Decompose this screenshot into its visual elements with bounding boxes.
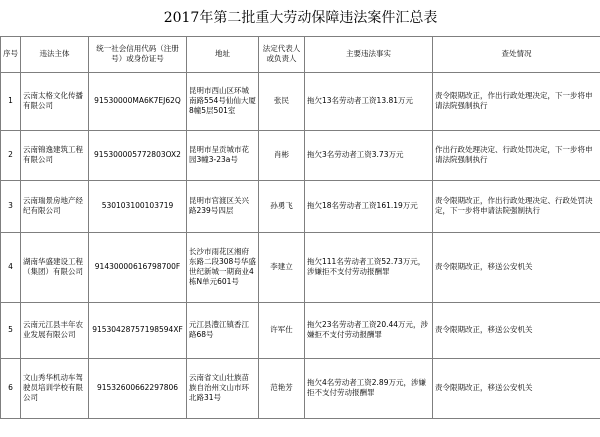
header-seq: 序号 [1, 36, 21, 72]
cell-facts[interactable]: 拖欠18名劳动者工资161.19万元 [305, 180, 433, 232]
title-row [1, 0, 600, 36]
cell-seq[interactable]: 5 [1, 302, 21, 358]
cell-subject[interactable]: 云南元江县丰年农业发展有限公司 [21, 302, 89, 358]
header-address: 地址 [187, 36, 259, 72]
sheet-title: 2017年第二批重大劳动保障违法案件汇总表 [1, 0, 600, 36]
cell-address[interactable]: 昆明市呈贡城市花园3幢3-23a号 [187, 130, 259, 180]
cell-facts[interactable]: 拖欠13名劳动者工资13.81万元 [305, 72, 433, 130]
cell-address[interactable]: 昆明市官渡区关兴路239号四层 [187, 180, 259, 232]
cell-result[interactable]: 责令限期改正，作出行政处理决定、行政处罚决定，下一步将申请法院强制执行 [433, 180, 600, 232]
cell-facts[interactable]: 拖欠111名劳动者工资52.73万元，涉嫌拒不支付劳动报酬罪 [305, 232, 433, 302]
cell-code[interactable]: 915300005772803OX2 [89, 130, 187, 180]
cell-subject[interactable]: 云南锦逸建筑工程有限公司 [21, 130, 89, 180]
header-row [1, 36, 600, 72]
cell-result[interactable]: 责令限期改正，作出行政处理决定，下一步将申请法院强制执行 [433, 72, 600, 130]
cell-rep[interactable]: 张民 [259, 72, 305, 130]
cell-result[interactable]: 责令限期改正，移送公安机关 [433, 358, 600, 418]
cell-rep[interactable]: 肖彬 [259, 130, 305, 180]
cell-facts[interactable]: 拖欠4名劳动者工资2.89万元，涉嫌拒不支付劳动报酬罪 [305, 358, 433, 418]
cell-result[interactable]: 作出行政处理决定、行政处罚决定，下一步将申请法院强制执行 [433, 130, 600, 180]
cell-result[interactable]: 责令限期改正，移送公安机关 [433, 302, 600, 358]
cell-subject[interactable]: 云南太格文化传播有限公司 [21, 72, 89, 130]
table-row [1, 72, 600, 130]
cell-result[interactable]: 责令限期改正，移送公安机关 [433, 232, 600, 302]
header-code: 统一社会信用代码（注册号）或身份证号 [89, 36, 187, 72]
cell-subject[interactable]: 云南瑞景房地产经纪有限公司 [21, 180, 89, 232]
table-row [1, 358, 600, 418]
cell-seq[interactable]: 4 [1, 232, 21, 302]
cell-rep[interactable]: 范艳芳 [259, 358, 305, 418]
cell-code[interactable]: 91430000616798700F [89, 232, 187, 302]
cell-address[interactable]: 云南省文山壮族苗族自治州文山市环北路31号 [187, 358, 259, 418]
table-row [1, 180, 600, 232]
table-row [1, 302, 600, 358]
cell-subject[interactable]: 湖南华盛建设工程（集团）有限公司 [21, 232, 89, 302]
cell-facts[interactable]: 拖欠3名劳动者工资3.73万元 [305, 130, 433, 180]
cell-code[interactable]: 530103100103719 [89, 180, 187, 232]
cell-seq[interactable]: 3 [1, 180, 21, 232]
cell-rep[interactable]: 孙勇飞 [259, 180, 305, 232]
header-rep: 法定代表人或负责人 [259, 36, 305, 72]
cell-rep[interactable]: 许军仕 [259, 302, 305, 358]
cell-code[interactable]: 91530000MA6K7EJ62Q [89, 72, 187, 130]
cell-seq[interactable]: 1 [1, 72, 21, 130]
cell-facts[interactable]: 拖欠23名劳动者工资20.44万元，涉嫌拒不支付劳动报酬罪 [305, 302, 433, 358]
header-result: 查处情况 [433, 36, 600, 72]
cell-rep[interactable]: 李建立 [259, 232, 305, 302]
cell-address[interactable]: 长沙市雨花区湘府东路二段308号华盛世纪新城一期商业4栋N单元601号 [187, 232, 259, 302]
cell-address[interactable]: 元江县澧江镇香江路68号 [187, 302, 259, 358]
cell-code[interactable]: 91532600662297806 [89, 358, 187, 418]
cell-seq[interactable]: 6 [1, 358, 21, 418]
cell-address[interactable]: 昆明市西山区环城南路554号仙仙大厦8幢5层501室 [187, 72, 259, 130]
table-row [1, 130, 600, 180]
cell-code[interactable]: 91530428757198594XF [89, 302, 187, 358]
table-row [1, 232, 600, 302]
header-subject: 违法主体 [21, 36, 89, 72]
header-facts: 主要违法事实 [305, 36, 433, 72]
cell-seq[interactable]: 2 [1, 130, 21, 180]
cell-subject[interactable]: 文山秀华机动车驾驶员培训学校有限公司 [21, 358, 89, 418]
